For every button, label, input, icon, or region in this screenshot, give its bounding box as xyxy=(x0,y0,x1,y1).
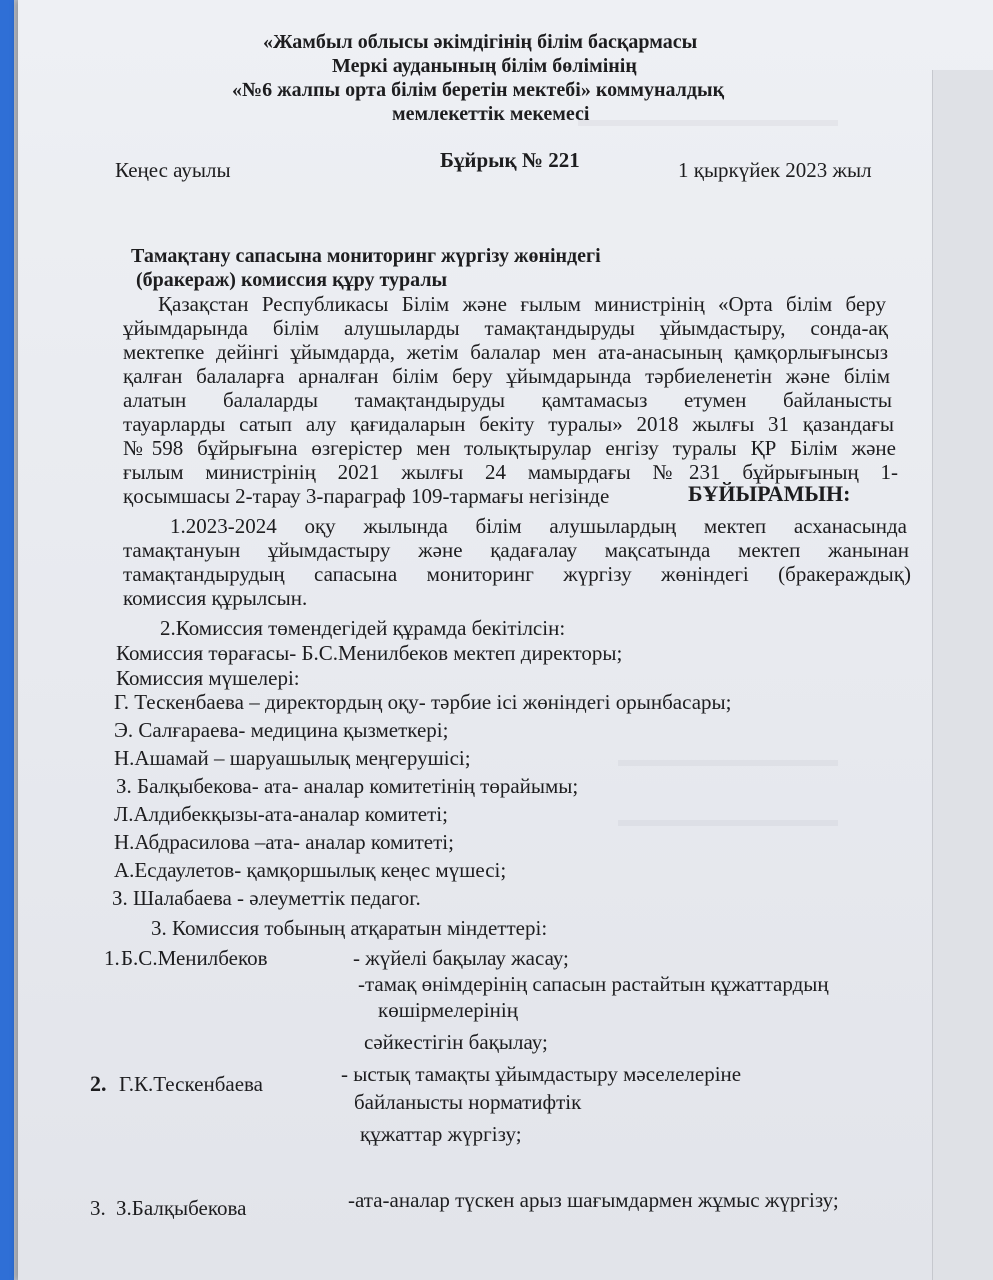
preamble-line: алатын балаларды тамақтандыруды қамтамасыз етумен байланысты xyxy=(123,388,892,412)
duty-1-line: сәйкестігін бақылау; xyxy=(364,1030,548,1054)
duty-2-name: Г.К.Тескенбаева xyxy=(119,1072,263,1096)
duty-2-line: байланысты норматифтік xyxy=(354,1090,582,1114)
member-item: Н.Абдрасилова –ата- аналар комитеті; xyxy=(114,830,454,854)
order-title: Бұйрық № 221 xyxy=(440,148,580,172)
underlying-sheet-edge xyxy=(932,70,993,1280)
duty-3-name: З.Балқыбекова xyxy=(116,1196,247,1220)
header-line-4: мемлекеттік мекемесі xyxy=(392,103,590,125)
preamble-line: тауарларды сатып алу қағидаларын бекіту туралы» 2018 жылғы 31 қазандағы xyxy=(123,412,894,436)
preamble-line: ұйымдарында білім алушыларды тамақтандыруды ұйымдастыру, сонда-ақ xyxy=(123,316,888,340)
header-line-3: «№6 жалпы орта білім беретін мектебі» коммуналдық xyxy=(232,79,725,101)
point1-line: 1.2023-2024 оқу жылында білім алушылардың мектеп асханасында xyxy=(170,514,907,538)
point1-line: тамақтануын ұйымдастыру және қадағалау мақсатында мектеп жанынан xyxy=(123,538,909,562)
preamble-line: №598 бұйрығына өзгерістер мен толықтырулар енгізу туралы ҚР Білім және xyxy=(123,436,896,460)
document-page xyxy=(18,0,993,1280)
duty-1-number: 1. xyxy=(104,946,120,970)
duty-3-line: -ата-аналар түскен арыз шағымдармен жұмыс жүргізу; xyxy=(348,1188,839,1212)
command-word: БҰЙЫРАМЫН: xyxy=(688,481,851,506)
point1-last-line: комиссия құрылсын. xyxy=(123,586,308,610)
member-item: Э. Салғараева- медицина қызметкері; xyxy=(114,718,449,742)
duty-1-line: көшірмелерінің xyxy=(378,998,518,1022)
members-label: Комиссия мүшелері: xyxy=(116,666,300,690)
duty-1-name: Б.С.Менилбеков xyxy=(121,946,268,970)
duty-2-line: - ыстық тамақты ұйымдастыру мәселелеріне xyxy=(341,1062,742,1086)
point2-title: 2.Комиссия төмендегідей құрамда бекітілсін: xyxy=(160,616,566,640)
point3-title: 3. Комиссия тобының атқаратын міндеттері: xyxy=(151,916,548,940)
duty-1-line: -тамақ өнімдерінің сапасын растайтын құжаттардың xyxy=(358,972,829,996)
duty-3-number: 3. xyxy=(90,1196,106,1220)
order-date: 1 қыркүйек 2023 жыл xyxy=(678,158,872,182)
preamble-line: ғылым министрінің 2021 жылғы 24 мамырдағы №231 бұйрығының 1- xyxy=(123,460,898,484)
subject-line-1: Тамақтану сапасына мониторинг жүргізу жөніндегі xyxy=(131,245,601,267)
member-item: Л.Алдибекқызы-ата-аналар комитеті; xyxy=(114,802,448,826)
subject-line-2: (бракераж) комиссия құру туралы xyxy=(136,269,448,291)
header-line-2: Меркі ауданының білім бөлімінің xyxy=(332,55,637,77)
member-item: З. Шалабаева - әлеуметтік педагог. xyxy=(112,886,421,910)
place: Кеңес ауылы xyxy=(115,158,231,182)
member-item: Н.Ашамай – шаруашылық меңгерушісі; xyxy=(114,746,471,770)
duty-1-line: - жүйелі бақылау жасау; xyxy=(353,946,569,970)
member-item: З. Балқыбекова- ата- аналар комитетінің төрайымы; xyxy=(116,774,579,798)
member-item: А.Есдаулетов- қамқоршылық кеңес мүшесі; xyxy=(114,858,507,882)
duty-2-line: құжаттар жүргізу; xyxy=(360,1122,522,1146)
header-line-1: «Жамбыл облысы әкімдігінің білім басқармасы xyxy=(263,31,698,53)
preamble-line: мектепке дейінгі ұйымдарда, жетім балалар мен ата-анасының қамқорлығынсыз xyxy=(123,340,888,364)
commission-chair: Комиссия төрағасы- Б.С.Менилбеков мектеп директоры; xyxy=(116,641,623,665)
preamble-line: қалған балаларға арналған білім беру ұйымдарында тәрбиеленетін және білім xyxy=(123,364,890,388)
point1-line: тамақтандырудың сапасына мониторинг жүргізу жөніндегі (бракераждық) xyxy=(123,562,911,586)
preamble-last-line: қосымшасы 2-тарау 3-параграф 109-тармағы негізінде xyxy=(123,484,610,508)
duty-2-number: 2. xyxy=(90,1071,107,1096)
preamble-line: Қазақстан Республикасы Білім және ғылым министрінің «Орта білім беру xyxy=(158,292,886,316)
member-item: Г. Тескенбаева – директордың оқу- тәрбие ісі жөніндегі орынбасары; xyxy=(114,690,732,714)
